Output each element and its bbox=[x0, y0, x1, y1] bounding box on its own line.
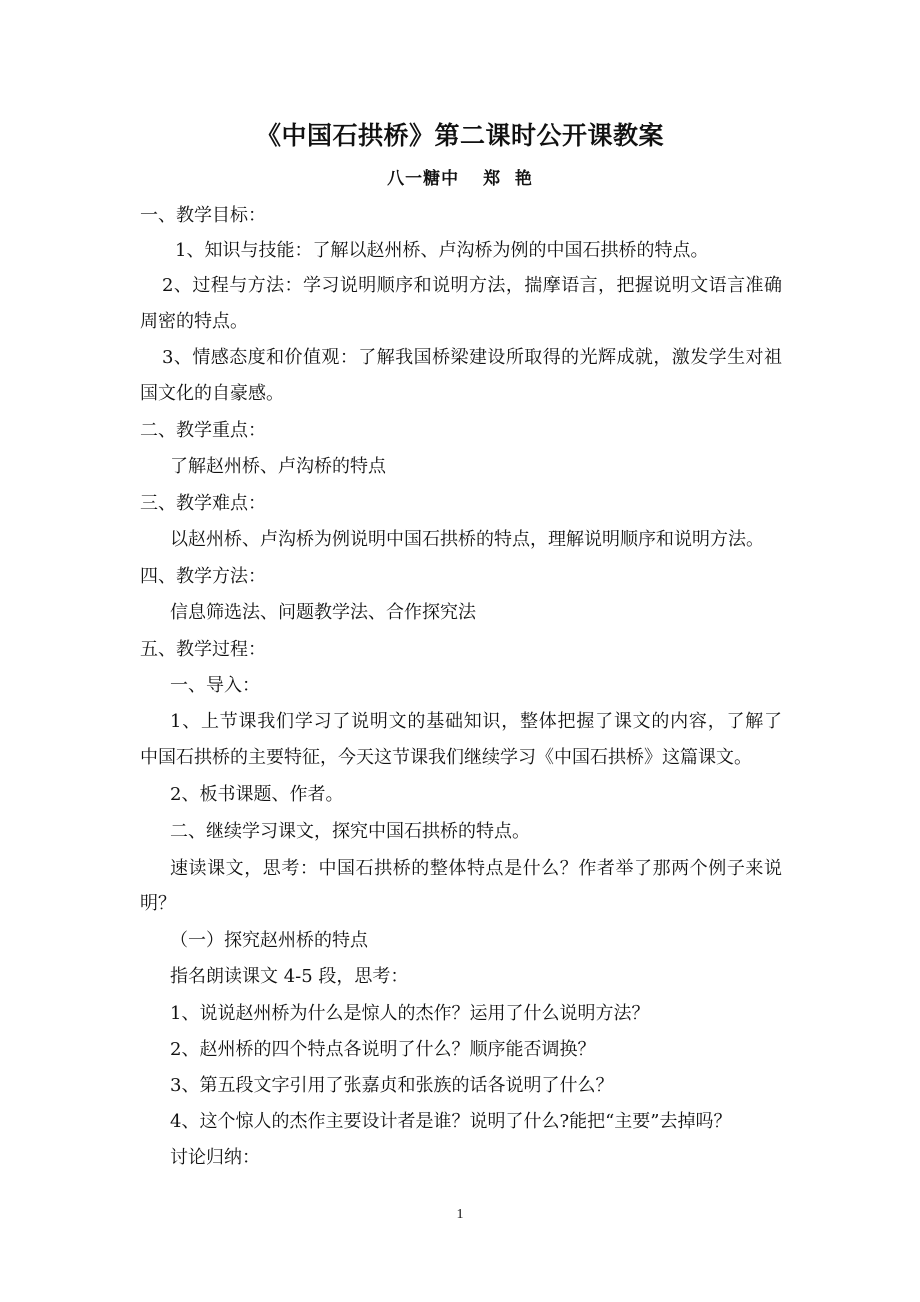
section-heading-key-points: 二、教学重点： bbox=[140, 420, 266, 441]
section-heading-process: 五、教学过程： bbox=[140, 639, 266, 660]
reading-instruction: 指名朗读课文 4-5 段，思考： bbox=[170, 966, 409, 987]
question-3: 3、第五段文字引用了张嘉贞和张族的话各说明了什么？ bbox=[170, 1075, 614, 1096]
author-line bbox=[0, 164, 920, 194]
continue-paragraph-line1: 速读课文，思考：中国石拱桥的整体特点是什么？作者举了那两个例子来说 bbox=[170, 858, 782, 879]
difficulties-body: 以赵州桥、卢沟桥为例说明中国石拱桥的特点，理解说明顺序和说明方法。 bbox=[170, 529, 764, 550]
objective-attitude-line1: 3、情感态度和价值观：了解我国桥梁建设所取得的光辉成就，激发学生对祖 bbox=[162, 347, 782, 368]
key-points-body: 了解赵州桥、卢沟桥的特点 bbox=[170, 456, 386, 477]
section-heading-methods: 四、教学方法： bbox=[140, 566, 266, 587]
process-step-intro: 一、导入： bbox=[170, 675, 260, 696]
author-name: 郑 艳 bbox=[483, 169, 533, 189]
section-heading-objectives: 一、教学目标： bbox=[140, 205, 266, 226]
question-4: 4、这个惊人的杰作主要设计者是谁？说明了什么?能把“主要”去掉吗？ bbox=[170, 1111, 732, 1132]
intro-board-title: 2、板书课题、作者。 bbox=[170, 784, 344, 805]
objective-process-line2: 周密的特点。 bbox=[140, 311, 248, 332]
author-school: 八一糖中 bbox=[387, 169, 460, 189]
question-1: 1、说说赵州桥为什么是惊人的杰作？运用了什么说明方法？ bbox=[170, 1003, 650, 1024]
document-title: 《中国石拱桥》第二课时公开课教案 bbox=[255, 121, 664, 150]
objective-process-line1: 2、过程与方法：学习说明顺序和说明方法，揣摩语言，把握说明文语言准确 bbox=[162, 275, 782, 296]
objective-knowledge: 1、知识与技能：了解以赵州桥、卢沟桥为例的中国石拱桥的特点。 bbox=[175, 240, 709, 261]
question-2: 2、赵州桥的四个特点各说明了什么？顺序能否调换？ bbox=[170, 1039, 596, 1060]
intro-paragraph-line2: 中国石拱桥的主要特征，今天这节课我们继续学习《中国石拱桥》这篇课文。 bbox=[140, 747, 752, 768]
intro-paragraph-line1: 1、上节课我们学习了说明文的基础知识，整体把握了课文的内容，了解了 bbox=[170, 711, 782, 732]
discussion-summary: 讨论归纳： bbox=[170, 1147, 260, 1168]
page-number: 1 bbox=[456, 1207, 464, 1222]
section-heading-difficulties: 三、教学难点： bbox=[140, 493, 266, 514]
continue-paragraph-line2: 明？ bbox=[140, 893, 176, 914]
process-step-continue: 二、继续学习课文，探究中国石拱桥的特点。 bbox=[170, 821, 530, 842]
subsection-zhaozhou: （一）探究赵州桥的特点 bbox=[170, 930, 368, 951]
methods-body: 信息筛选法、问题教学法、合作探究法 bbox=[170, 602, 476, 623]
objective-attitude-line2: 国文化的自豪感。 bbox=[140, 383, 284, 404]
